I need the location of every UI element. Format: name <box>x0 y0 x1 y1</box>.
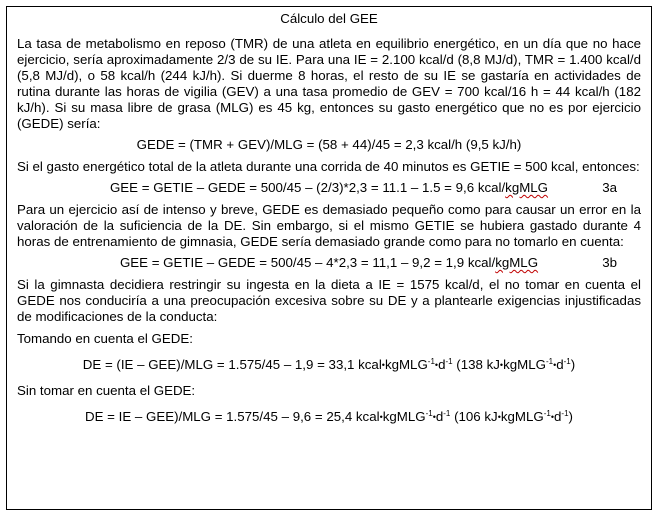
eq5-part-f: d <box>554 409 562 424</box>
equation-3a <box>17 180 641 196</box>
eq5-sup-3: -1 <box>543 409 551 418</box>
equation-3b-text: GEE = GETIE – GEDE = 500/45 – 4*2,3 = 11,1 – 9,2 = 1,9 kcal/ <box>119 255 496 270</box>
eq5-dot-3: • <box>497 412 501 422</box>
paragraph-gym: Para un ejercicio así de intenso y breve, GEDE es demasiado pequeño como para causar un error en la valoración de la suficiencia de la DE. Sin embargo, si el mismo GETIE se hubiera gastado durante 4 horas de entrenamiento de gimnasia, GEDE sería demasiado grande como para no tomarlo en cuenta: <box>17 202 641 249</box>
equation-3a-unit: kgMLG <box>505 180 549 195</box>
eq5-part-a: DE = IE – GEE)/MLG = 1.575/45 – 9,6 = 25,4 kcal <box>85 409 380 424</box>
eq5-sup-2: -1 <box>443 409 451 418</box>
label-with-gede: Tomando en cuenta el GEDE: <box>17 331 193 346</box>
eq5-sup-1: -1 <box>425 409 433 418</box>
eq4-sup-2: -1 <box>445 357 453 366</box>
eq5-part-b: kgMLG <box>382 409 426 424</box>
equation-3b <box>17 255 641 271</box>
eq5-part-e: kgMLG <box>500 409 544 424</box>
eq5-dot-4: • <box>550 412 554 422</box>
paragraph-intro: La tasa de metabolismo en reposo (TMR) de una atleta en equilibrio energético, en un día que no hace ejercicio, sería aproximadamente 2/3 de su IE. Para una IE = 2.100 kcal/d (8,8 MJ/d), TMR = 1.400 kcal/d (5,8 MJ/d), o 58 kcal/h (244 kJ/h). Si duerme 8 horas, el resto de su IE se gastaría en actividades de rutina durante las horas de vigilia (GEV) a una tasa promedio de GEV = 700 kcal/16 h = 44 kcal/h (182 kJ/h). Si su masa libre de grasa (MLG) es 45 kg, entonces su gasto energético que no es por ejercicio (GEDE) sería: <box>17 36 641 131</box>
equation-de-without-gede <box>17 409 641 425</box>
eq4-part-d: (138 kJ <box>452 357 500 372</box>
eq4-part-b: kgMLG <box>384 357 428 372</box>
equation-3a-text: GEE = GETIE – GEDE = 500/45 – (2/3)*2,3 = 11.1 – 1.5 = 9,6 kcal/ <box>109 180 506 195</box>
label-without-gede: Sin tomar en cuenta el GEDE: <box>17 383 196 398</box>
document-box <box>6 6 652 510</box>
document-title: Cálculo del GEE <box>280 11 378 26</box>
paragraph-restriction: Si la gimnasta decidiera restringir su ingesta en la dieta a IE = 1575 kcal/d, el no tomar en cuenta el GEDE nos conduciría a una preocupación excesiva sobre su DE y a plantearle exigencias injustificadas de modificaciones de la conducta: <box>17 277 641 324</box>
equation-de-with-gede <box>17 357 641 373</box>
eq4-dot-2: • <box>434 360 439 370</box>
eq4-sup-3: -1 <box>545 357 554 366</box>
eq4-dot-1: • <box>381 360 385 370</box>
eq4-part-c: d <box>438 357 446 372</box>
equation-3a-number: 3a <box>602 180 617 195</box>
eq5-part-g: ) <box>568 409 573 424</box>
eq5-part-c: d <box>435 409 444 424</box>
eq5-dot-1: • <box>379 412 383 422</box>
eq4-part-a: DE = (IE – GEE)/MLG = 1.575/45 – 1,9 = 33,1 kcal <box>82 357 382 372</box>
eq4-part-e: kgMLG <box>503 357 546 372</box>
eq4-dot-4: • <box>553 360 557 370</box>
eq5-dot-2: • <box>432 412 436 422</box>
equation-3b-unit: kgMLG <box>495 255 539 270</box>
eq4-part-f: d <box>556 357 564 372</box>
eq5-sup-4: -1 <box>561 409 569 418</box>
eq4-sup-1: -1 <box>427 357 435 366</box>
equation-3b-number: 3b <box>602 255 617 270</box>
eq4-sup-4: -1 <box>563 357 571 366</box>
paragraph-run: Si el gasto energético total de la atleta durante una corrida de 40 minutos es GETIE = 500 kcal, entonces: <box>17 159 640 174</box>
eq4-part-g: ) <box>570 357 576 372</box>
eq4-dot-3: • <box>499 360 504 370</box>
eq5-part-d: (106 kJ <box>450 409 498 424</box>
equation-gede: GEDE = (TMR + GEV)/MLG = (58 + 44)/45 = 2,3 kcal/h (9,5 kJ/h) <box>136 137 522 152</box>
